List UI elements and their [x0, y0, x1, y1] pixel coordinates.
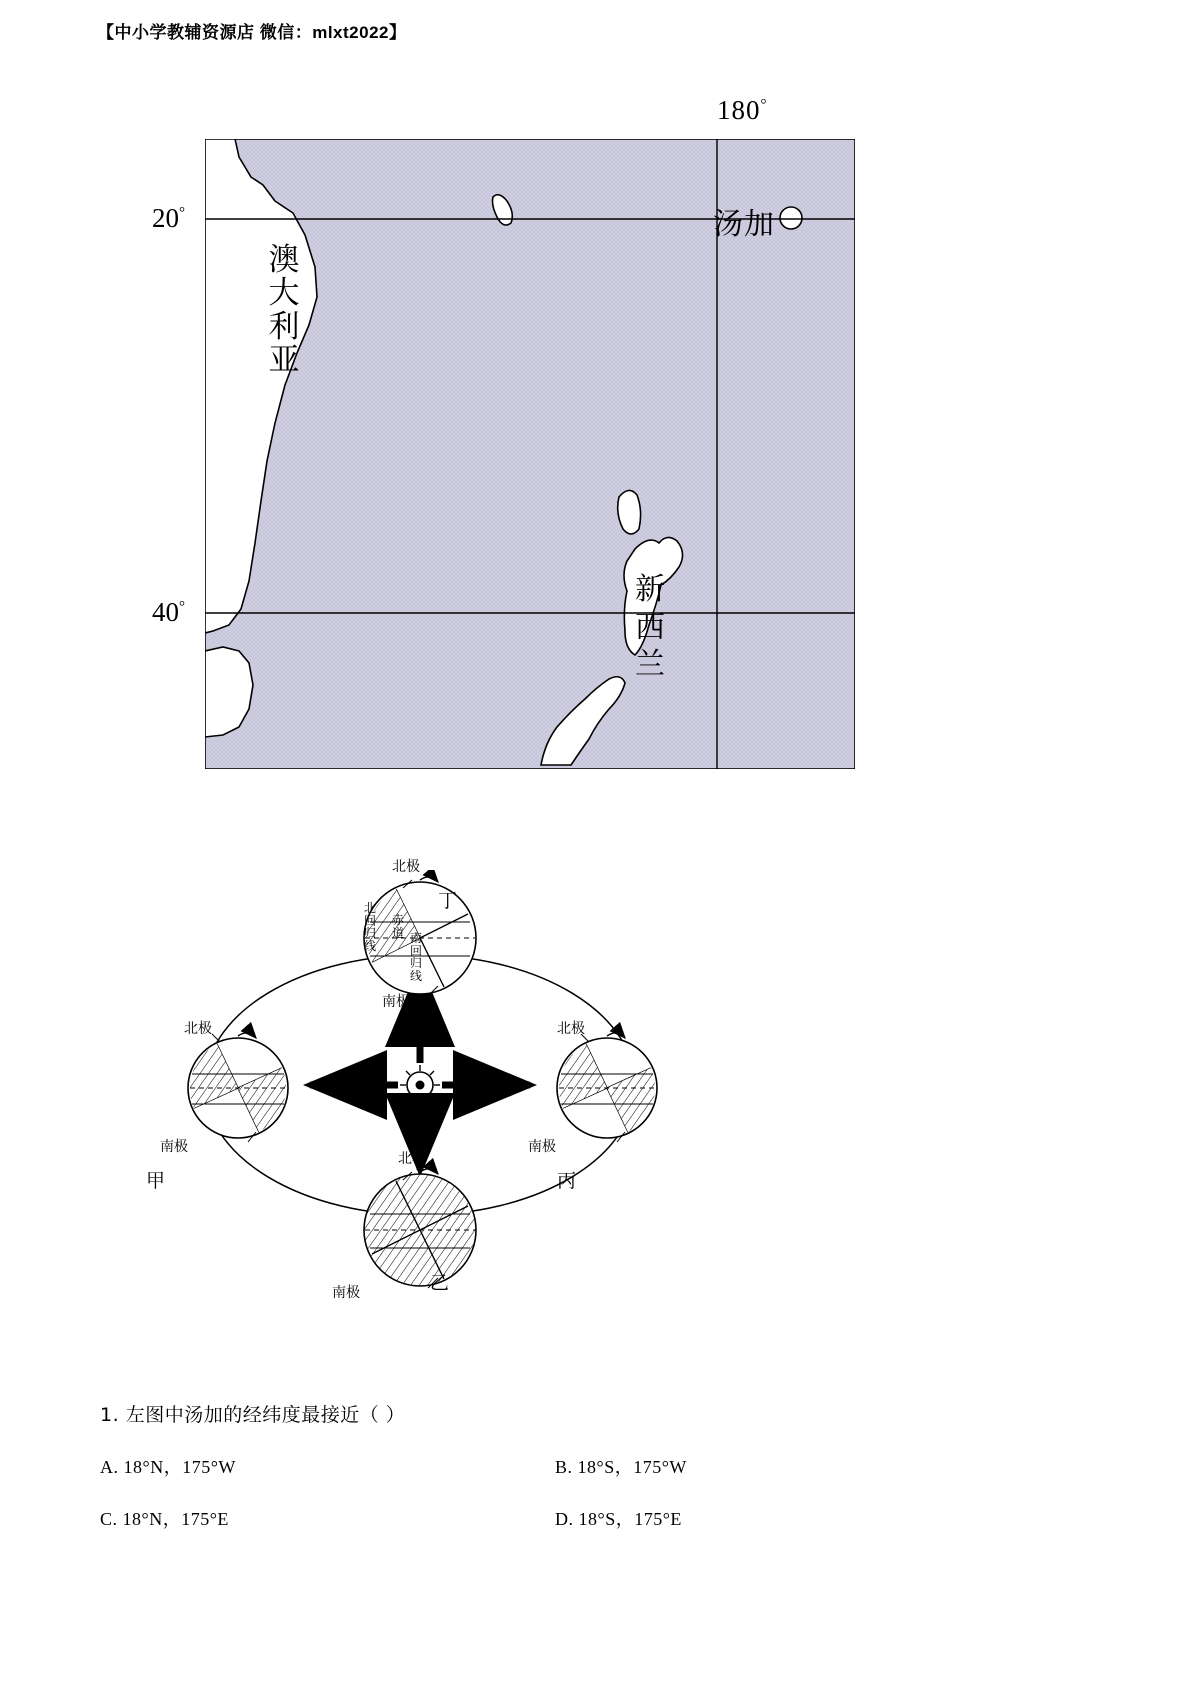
map-label-new-zealand: 新西兰: [635, 572, 665, 682]
position-label-ding: 丁: [438, 890, 458, 912]
map-latitude-label-20: 20°: [152, 203, 185, 233]
watermark-text: 【中小学教辅资源店 微信：mlxt2022】: [97, 23, 407, 42]
map-figure: [150, 95, 910, 785]
map-label-australia: 澳大利亚: [268, 242, 300, 379]
tonga-island-marker: [780, 207, 802, 229]
earth-position-yi: [364, 1169, 476, 1286]
earth-revolution-diagram: [120, 859, 740, 1301]
option-d[interactable]: D. 18°S，175°E: [555, 1509, 682, 1529]
position-label-jia: 甲: [146, 1170, 166, 1192]
ding-south-tropic-label: 南回归线: [410, 931, 423, 983]
ding-north-tropic-label: 北回归线: [364, 901, 377, 953]
jia-south-pole-label: 南极: [160, 1139, 188, 1155]
bing-north-pole-label: 北极: [557, 1021, 585, 1037]
question-stem: [100, 1400, 1100, 1427]
jia-north-pole-label: 北极: [184, 1021, 212, 1037]
map-latitude-label-40: 40°: [152, 597, 185, 627]
option-a[interactable]: A. 18°N，175°W: [100, 1457, 236, 1477]
bing-south-pole-label: 南极: [528, 1139, 556, 1155]
map-longitude-label: 180°: [717, 95, 768, 125]
yi-north-pole-label: 北极: [398, 1151, 426, 1167]
map-label-tonga: 汤加: [713, 207, 775, 242]
question-text: 左图中汤加的经纬度最接近（ ）: [125, 1404, 406, 1426]
ding-equator-label: 赤道: [392, 913, 405, 940]
sun-symbol: [400, 1065, 440, 1105]
position-label-yi: 乙: [430, 1272, 450, 1294]
question-1: [100, 1400, 1100, 1531]
earth-position-jia: [188, 1033, 288, 1138]
map-canvas: [205, 139, 855, 769]
position-label-bing: 丙: [557, 1170, 577, 1192]
yi-south-pole-label: 南极: [332, 1285, 360, 1301]
option-c[interactable]: C. 18°N，175°E: [100, 1509, 229, 1529]
question-options: [100, 1453, 1100, 1531]
question-number: 1.: [100, 1404, 120, 1426]
ding-south-pole-label: 南极: [382, 994, 410, 1010]
option-b[interactable]: B. 18°S，175°W: [555, 1457, 687, 1477]
ding-north-pole-label: 北极: [392, 859, 420, 875]
earth-position-bing: [557, 1033, 657, 1138]
